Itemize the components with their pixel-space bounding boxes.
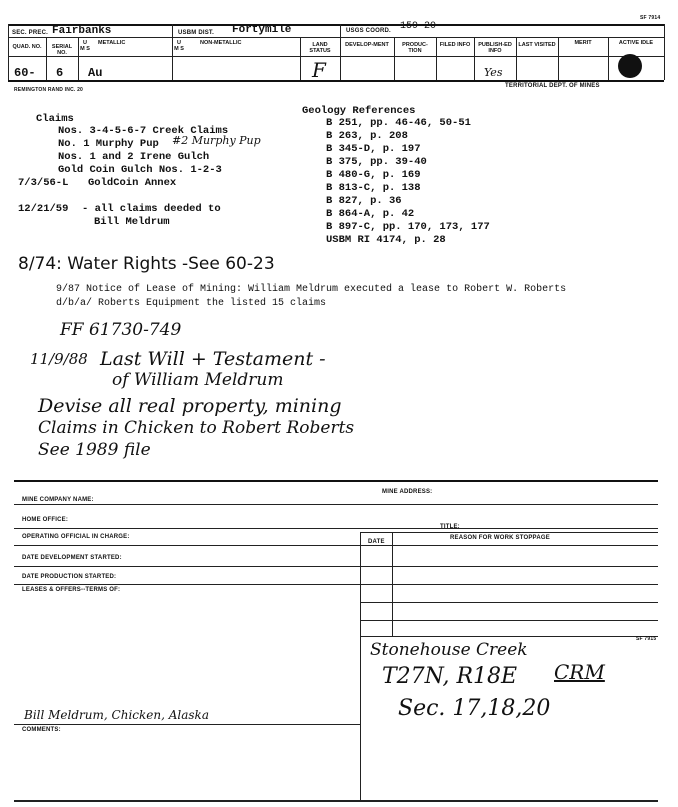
mine-address-label: MINE ADDRESS:	[382, 489, 433, 495]
active-idle-label: ACTIVE IDLE	[618, 40, 654, 46]
sec-prec-value: Fairbanks	[52, 25, 112, 37]
geology-ref: B 345-D, p. 197	[326, 143, 421, 155]
will-note-line: See 1989 file	[38, 440, 151, 460]
form-col-divider	[360, 532, 361, 802]
header-col-divider	[8, 24, 9, 80]
header-col-divider	[78, 37, 79, 80]
active-marker-dot	[618, 54, 642, 78]
non-metallic-label: NON-METALLIC	[200, 40, 242, 46]
usbm-dist-value: Fortymile	[232, 24, 292, 36]
will-note-line: Claims in Chicken to Robert Roberts	[38, 418, 355, 438]
form-rule	[360, 602, 658, 603]
geology-ref: B 263, p. 208	[326, 130, 408, 142]
lease-notice-line: d/b/a/ Roberts Equipment the listed 15 claims	[56, 298, 327, 309]
annex-date: 7/3/56-L	[18, 177, 69, 189]
claim-line: No. 1 Murphy Pup	[58, 138, 159, 150]
quad-value: 60-	[14, 66, 36, 80]
header-col-divider	[608, 37, 609, 80]
deed-date: 12/21/59	[18, 203, 69, 215]
header-col-divider	[340, 24, 341, 80]
geology-ref: B 813-C, p. 138	[326, 182, 421, 194]
form-rule	[360, 636, 658, 637]
header-mid-rule	[8, 37, 664, 38]
last-visited-label: LAST VISITED	[518, 42, 556, 48]
territorial-label: TERRITORIAL DEPT. OF MINES	[505, 83, 600, 89]
form-rule	[14, 584, 658, 585]
filed-info-label: FILED INFO	[439, 42, 471, 48]
home-office-label: HOME OFFICE:	[22, 517, 69, 523]
serial-value: 6	[56, 66, 64, 80]
operating-official-label: OPERATING OFFICIAL IN CHARGE:	[22, 534, 130, 540]
deed-name: Bill Meldrum	[94, 216, 170, 228]
claim-line: Nos. 1 and 2 Irene Gulch	[58, 151, 210, 163]
metallic-label: METALLIC	[98, 40, 126, 46]
serial-label: SERIAL NO.	[51, 44, 73, 56]
form-rule	[14, 566, 658, 567]
murphy-handwritten-note: #2 Murphy Pup	[172, 134, 261, 147]
header-bottom-rule	[8, 80, 664, 82]
comments-label: COMMENTS:	[22, 727, 61, 733]
ums-label: U M S	[80, 40, 90, 52]
dev-started-label: DATE DEVELOPMENT STARTED:	[22, 555, 122, 561]
leases-label: LEASES & OFFERS--TERMS OF:	[22, 587, 121, 593]
geology-ref: B 897-C, pp. 170, 173, 177	[326, 221, 490, 233]
township-handwritten: T27N, R18E	[382, 664, 518, 689]
header-row-rule	[8, 56, 664, 57]
form-bottom-rule	[14, 800, 658, 802]
header-col-divider	[474, 37, 475, 80]
usbm-dist-label: USBM DIST.	[178, 30, 215, 36]
form-rule	[360, 620, 658, 621]
will-date: 11/9/88	[30, 350, 88, 368]
form-col-divider	[392, 532, 393, 636]
metallic-value: Au	[88, 66, 103, 80]
will-note-line: of William Meldrum	[112, 370, 284, 390]
header-col-divider	[394, 37, 395, 80]
header-col-divider	[664, 24, 665, 80]
printer-label: REMINGTON RAND INC. 20	[14, 87, 84, 93]
form-rule	[360, 532, 658, 533]
geology-ref: B 827, p. 36	[326, 195, 402, 207]
header-col-divider	[558, 37, 559, 80]
form-rule	[14, 504, 658, 505]
form-rule	[14, 528, 658, 529]
deed-text: - all claims deeded to	[82, 203, 221, 215]
form-number-2: SF 7915	[636, 636, 657, 642]
meridian-handwritten: CRM	[554, 660, 605, 684]
geology-ref: B 375, pp. 39-40	[326, 156, 427, 168]
header-col-divider	[300, 37, 301, 80]
will-note-line: Last Will + Testament -	[100, 348, 326, 370]
ums-label-2: U M S	[174, 40, 184, 52]
annex-text: GoldCoin Annex	[88, 177, 177, 189]
header-col-divider	[516, 37, 517, 80]
geology-ref: B 251, pp. 46-46, 50-51	[326, 117, 471, 129]
mine-company-label: MINE COMPANY NAME:	[22, 497, 94, 503]
claims-heading: Claims	[36, 113, 74, 125]
form-top-rule	[14, 480, 658, 482]
form-number-label: SF 7914	[640, 15, 661, 21]
development-label: DEVELOP-MENT	[345, 42, 389, 48]
owner-handwritten: Bill Meldrum, Chicken, Alaska	[24, 708, 209, 722]
geology-heading: Geology References	[302, 105, 416, 117]
sections-handwritten: Sec. 17,18,20	[398, 696, 551, 721]
geology-ref: USBM RI 4174, p. 28	[326, 234, 446, 246]
prod-started-label: DATE PRODUCTION STARTED:	[22, 574, 117, 580]
geology-ref: B 480-G, p. 169	[326, 169, 421, 181]
title-label: TITLE:	[440, 524, 460, 530]
header-col-divider	[436, 37, 437, 80]
form-rule	[14, 724, 360, 725]
water-rights-note: 8/74: Water Rights -See 60-23	[18, 254, 275, 274]
published-info-label: PUBLISH-ED INFO	[478, 42, 512, 54]
usgs-coord-value: 159 20	[400, 21, 437, 32]
merit-label: MERIT	[574, 40, 592, 46]
header-col-divider	[172, 24, 173, 80]
claim-line: Nos. 3-4-5-6-7 Creek Claims	[58, 125, 229, 137]
published-value: Yes	[484, 66, 503, 79]
date-column-label: DATE	[368, 539, 385, 545]
will-note-line: Devise all real property, mining	[38, 395, 342, 417]
reason-column-label: REASON FOR WORK STOPPAGE	[450, 535, 550, 541]
creek-handwritten: Stonehouse Creek	[370, 640, 528, 660]
production-label: PRODUC-TION	[402, 42, 428, 54]
geology-ref: B 864-A, p. 42	[326, 208, 415, 220]
ff-reference: FF 61730-749	[60, 320, 182, 340]
claim-line: Gold Coin Gulch Nos. 1-2-3	[58, 164, 222, 176]
sec-prec-label: SEC. PREC.	[12, 30, 49, 36]
lease-notice-line: 9/87 Notice of Lease of Mining: William Meldrum executed a lease to Robert W. Roberts	[56, 284, 567, 295]
land-status-value: F	[312, 58, 326, 82]
land-status-label: LAND STATUS	[309, 42, 331, 54]
usgs-coord-label: USGS COORD.	[346, 28, 391, 34]
quad-label: QUAD. NO.	[12, 44, 42, 50]
form-rule	[14, 545, 658, 546]
